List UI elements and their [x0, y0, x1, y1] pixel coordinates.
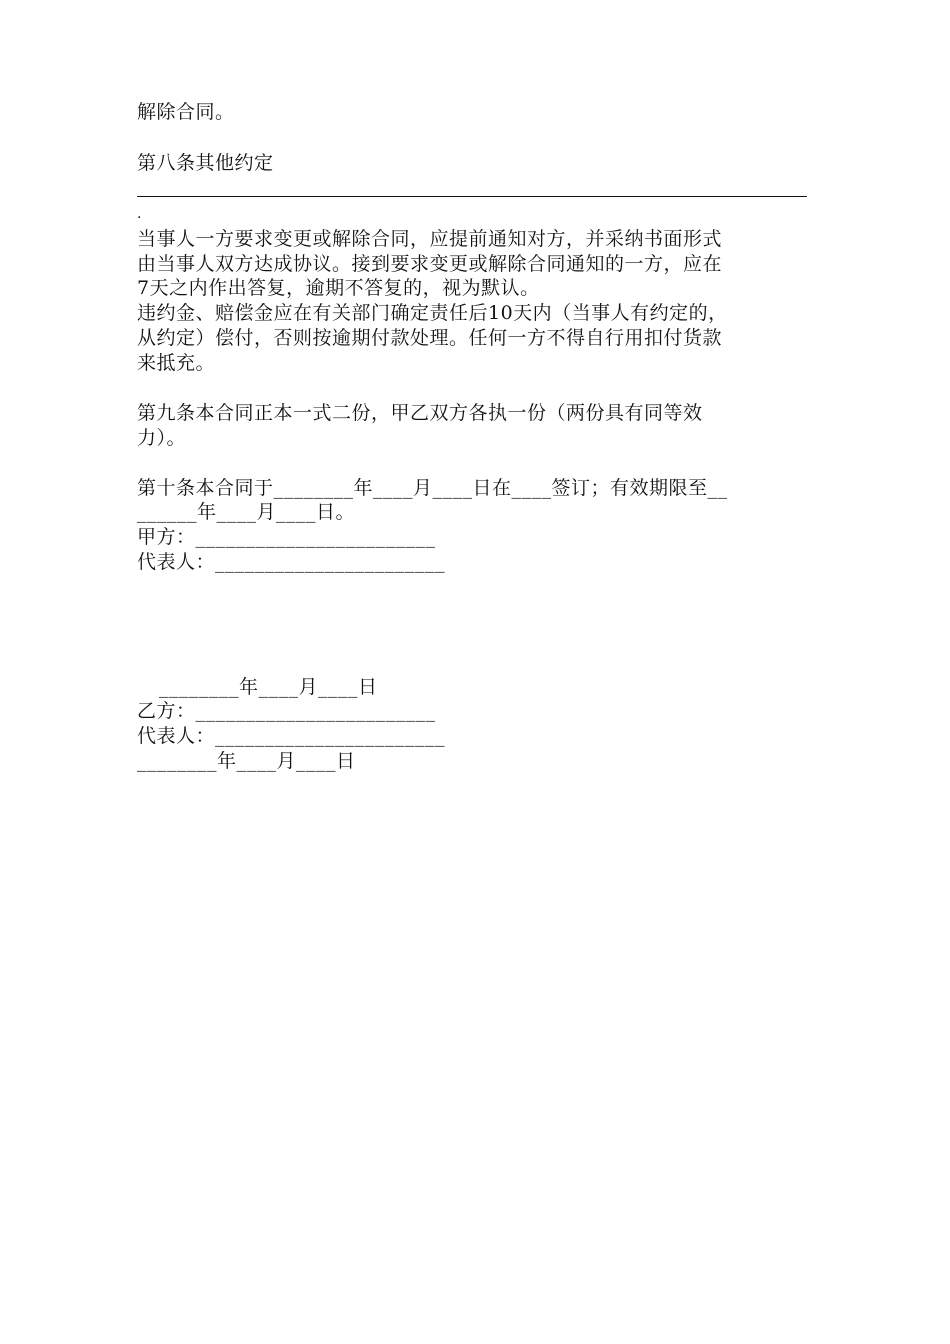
party-b-signature-line: 乙方：________________________ [137, 700, 436, 722]
other-terms-blank-line [137, 196, 807, 197]
article-9-line-2: 力）。 [137, 427, 187, 449]
blank-line-dot: . [137, 206, 142, 222]
article-9-line-1: 第九条本合同正本一式二份，甲乙双方各执一份（两份具有同等效 [137, 402, 703, 424]
party-a-date-line: ________年____月____日 [159, 676, 378, 698]
paragraph-change-line-2: 由当事人双方达成协议。接到要求变更或解除合同通知的一方，应在 [137, 253, 723, 275]
party-b-date-line: ________年____月____日 [137, 750, 356, 772]
paragraph-change-line-1: 当事人一方要求变更或解除合同，应提前通知对方，并采纳书面形式 [137, 228, 723, 250]
party-a-representative-line: 代表人：_______________________ [137, 551, 446, 573]
article-8-heading: 第八条其他约定 [137, 152, 274, 174]
paragraph-penalty-line-3: 来抵充。 [137, 352, 216, 374]
party-b-representative-line: 代表人：_______________________ [137, 725, 446, 747]
paragraph-penalty-line-1: 违约金、赔偿金应在有关部门确定责任后10天内（当事人有约定的， [137, 302, 728, 324]
text-line-terminate: 解除合同。 [137, 101, 235, 123]
paragraph-penalty-line-2: 从约定）偿付，否则按逾期付款处理。任何一方不得自行用扣付货款 [137, 327, 723, 349]
paragraph-change-line-3: 7天之内作出答复，逾期不答复的，视为默认。 [137, 277, 540, 299]
article-10-line-2: ______年____月____日。 [137, 501, 356, 523]
party-a-signature-line: 甲方：________________________ [137, 526, 436, 548]
article-10-line-1: 第十条本合同于________年____月____日在____签订；有效期限至__ [137, 477, 728, 499]
